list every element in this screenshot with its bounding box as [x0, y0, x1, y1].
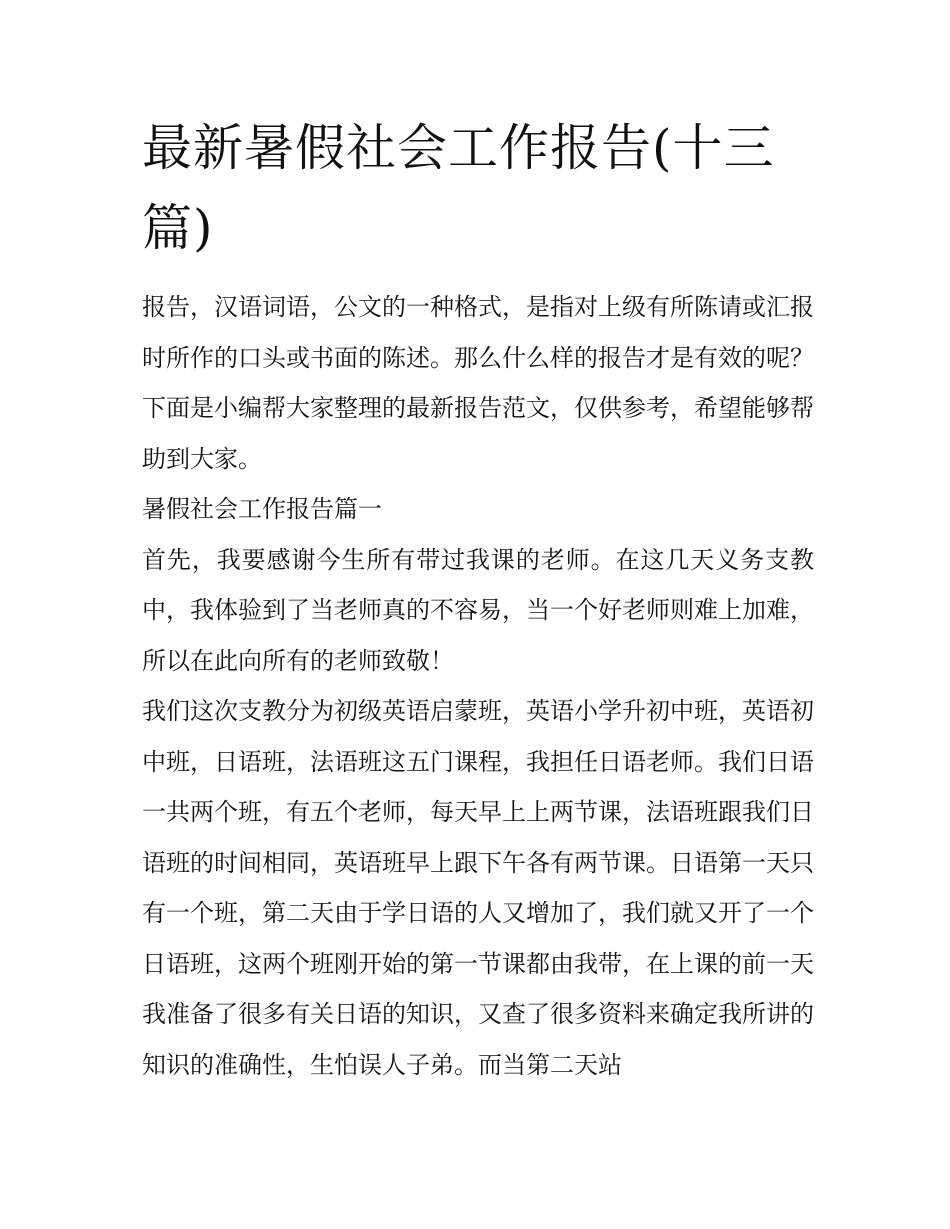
body-paragraph: 首先，我要感谢今生所有带过我课的老师。在这几天义务支教中，我体验到了当老师真的不容易，当一个好老师则难上加难，所以在此向所有的老师致敬！	[142, 545, 814, 675]
intro-paragraph: 报告，汉语词语，公文的一种格式，是指对上级有所陈请或汇报时所作的口头或书面的陈述。那么什么样的报告才是有效的呢？下面是小编帮大家整理的最新报告范文，仅供参考，希望能够帮助到大家。	[142, 293, 814, 473]
document-page	[142, 108, 814, 1090]
section-heading: 暑假社会工作报告篇一	[142, 495, 382, 523]
document-title: 最新暑假社会工作报告(十三篇)	[142, 119, 775, 257]
body-paragraph: 我们这次支教分为初级英语启蒙班，英语小学升初中班，英语初中班，日语班，法语班这五门课程，我担任日语老师。我们日语一共两个班，有五个老师，每天早上上两节课，法语班跟我们日语班的时间相同，英语班早上跟下午各有两节课。日语第一天只有一个班，第二天由于学日语的人又增加了，我们就又开了一个日语班，这两个班刚开始的第一节课都由我带，在上课的前一天我准备了很多有关日语的知识，又查了很多资料来确定我所讲的知识的准确性，生怕误人子弟。而当第二天站	[142, 697, 814, 1079]
